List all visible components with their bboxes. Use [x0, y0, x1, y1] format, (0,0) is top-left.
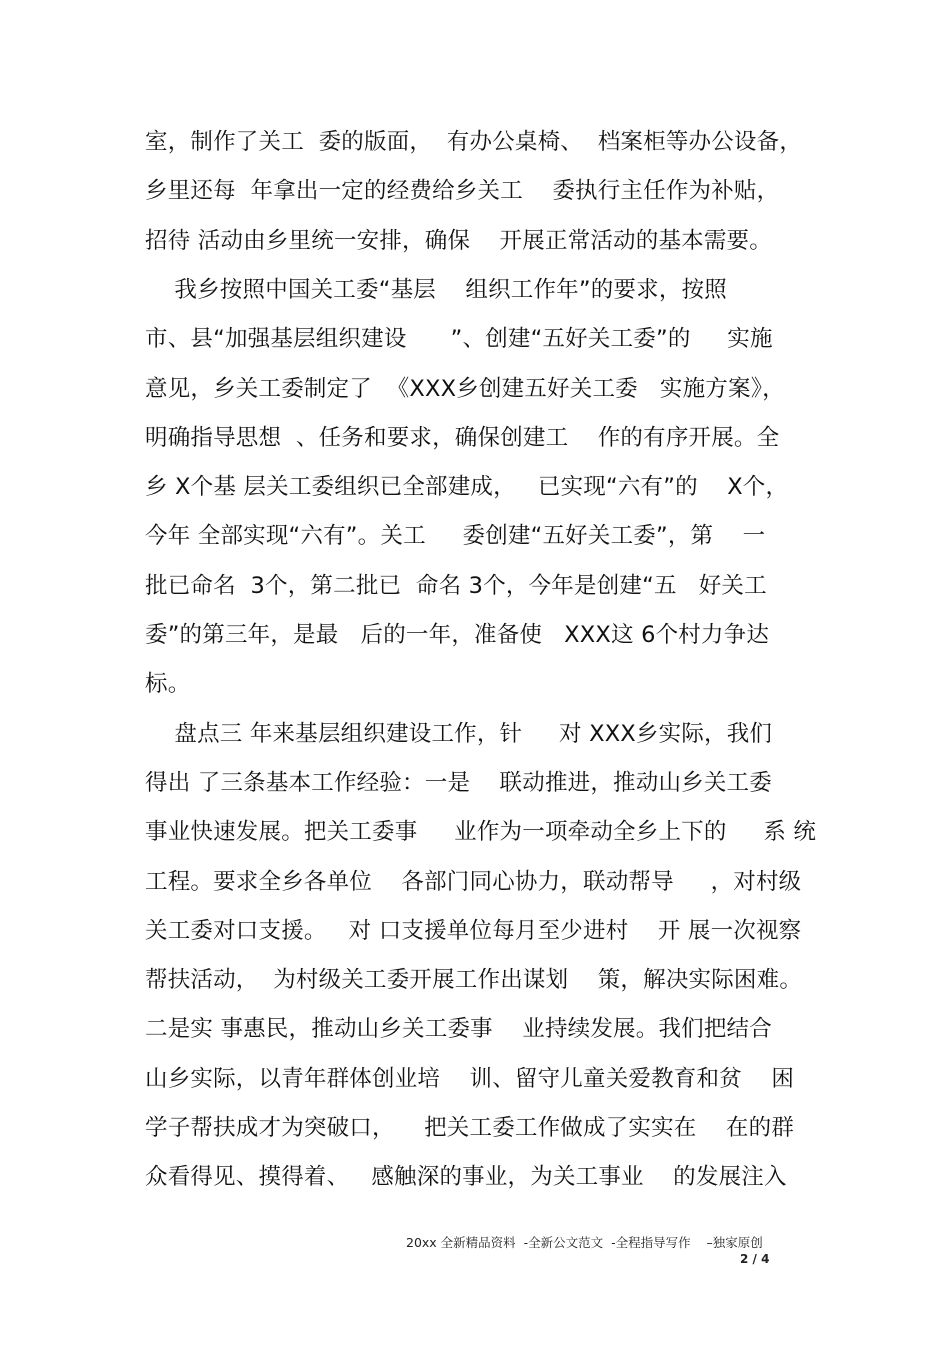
body-line: 帮扶活动， 为村级关工委开展工作出谋划 策，解决实际困难。 [145, 967, 803, 993]
body-line: 关工委对口支援。 对 口支援单位每月至少进村 开 展一次视察 [145, 918, 802, 944]
footer-text: 20xx 全新精品资料 -全新公文范文 -全程指导写作 –独家原创 [406, 1235, 763, 1250]
body-line: 市、县“加强基层组织建设 ”、创建“五好关工委”的 实施 [145, 326, 773, 352]
body-line: 招待 活动由乡里统一安排，确保 开展正常活动的基本需要。 [145, 228, 772, 254]
body-line: 意见，乡关工委制定了 《XXX乡创建五好关工委 实施方案》， [145, 376, 785, 402]
body-line: 众看得见、摸得着、 感触深的事业，为关工事业 的发展注入 [145, 1164, 787, 1190]
body-line: 标。 [145, 671, 191, 697]
body-line: 事业快速发展。把关工委事 业作为一项牵动全乡上下的 系 统 [145, 819, 817, 845]
body-line: 山乡实际，以青年群体创业培 训、留守儿童关爱教育和贫 困 [145, 1066, 795, 1092]
body-line: 委”的第三年，是最 后的一年，准备使 XXX这 6个村力争达 [145, 622, 770, 648]
body-line: 乡里还每 年拿出一定的经费给乡关工 委执行主任作为补贴， [145, 178, 780, 204]
body-line: 室，制作了关工 委的版面， 有办公桌椅、 档案柜等办公设备， [145, 129, 803, 155]
body-line: 学子帮扶成才为突破口， 把关工委工作做成了实实在 在的群 [145, 1115, 795, 1141]
page-number: 2 / 4 [740, 1252, 770, 1266]
body-line: 我乡按照中国关工委“基层 组织工作年”的要求，按照 [145, 277, 727, 303]
body-line: 得出 了三条基本工作经验：一是 联动推进，推动山乡关工委 [145, 770, 772, 796]
body-line: 今年 全部实现“六有”。关工 委创建“五好关工委”，第 一 [145, 523, 766, 549]
body-line: 明确指导思想 、任务和要求，确保创建工 作的有序开展。全 [145, 425, 780, 451]
body-line: 工程。要求全乡各单位 各部门同心协力，联动帮导 ，对村级 [145, 869, 802, 895]
body-line: 乡 X个基 层关工委组织已全部建成， 已实现“六有”的 X个， [145, 474, 789, 500]
body-line: 批已命名 3个，第二批已 命名 3个，今年是创建“五 好关工 [145, 573, 767, 599]
body-line: 二是实 事惠民，推动山乡关工委事 业持续发展。我们把结合 [145, 1016, 772, 1042]
body-line: 盘点三 年来基层组织建设工作，针 对 XXX乡实际，我们 [145, 721, 773, 747]
